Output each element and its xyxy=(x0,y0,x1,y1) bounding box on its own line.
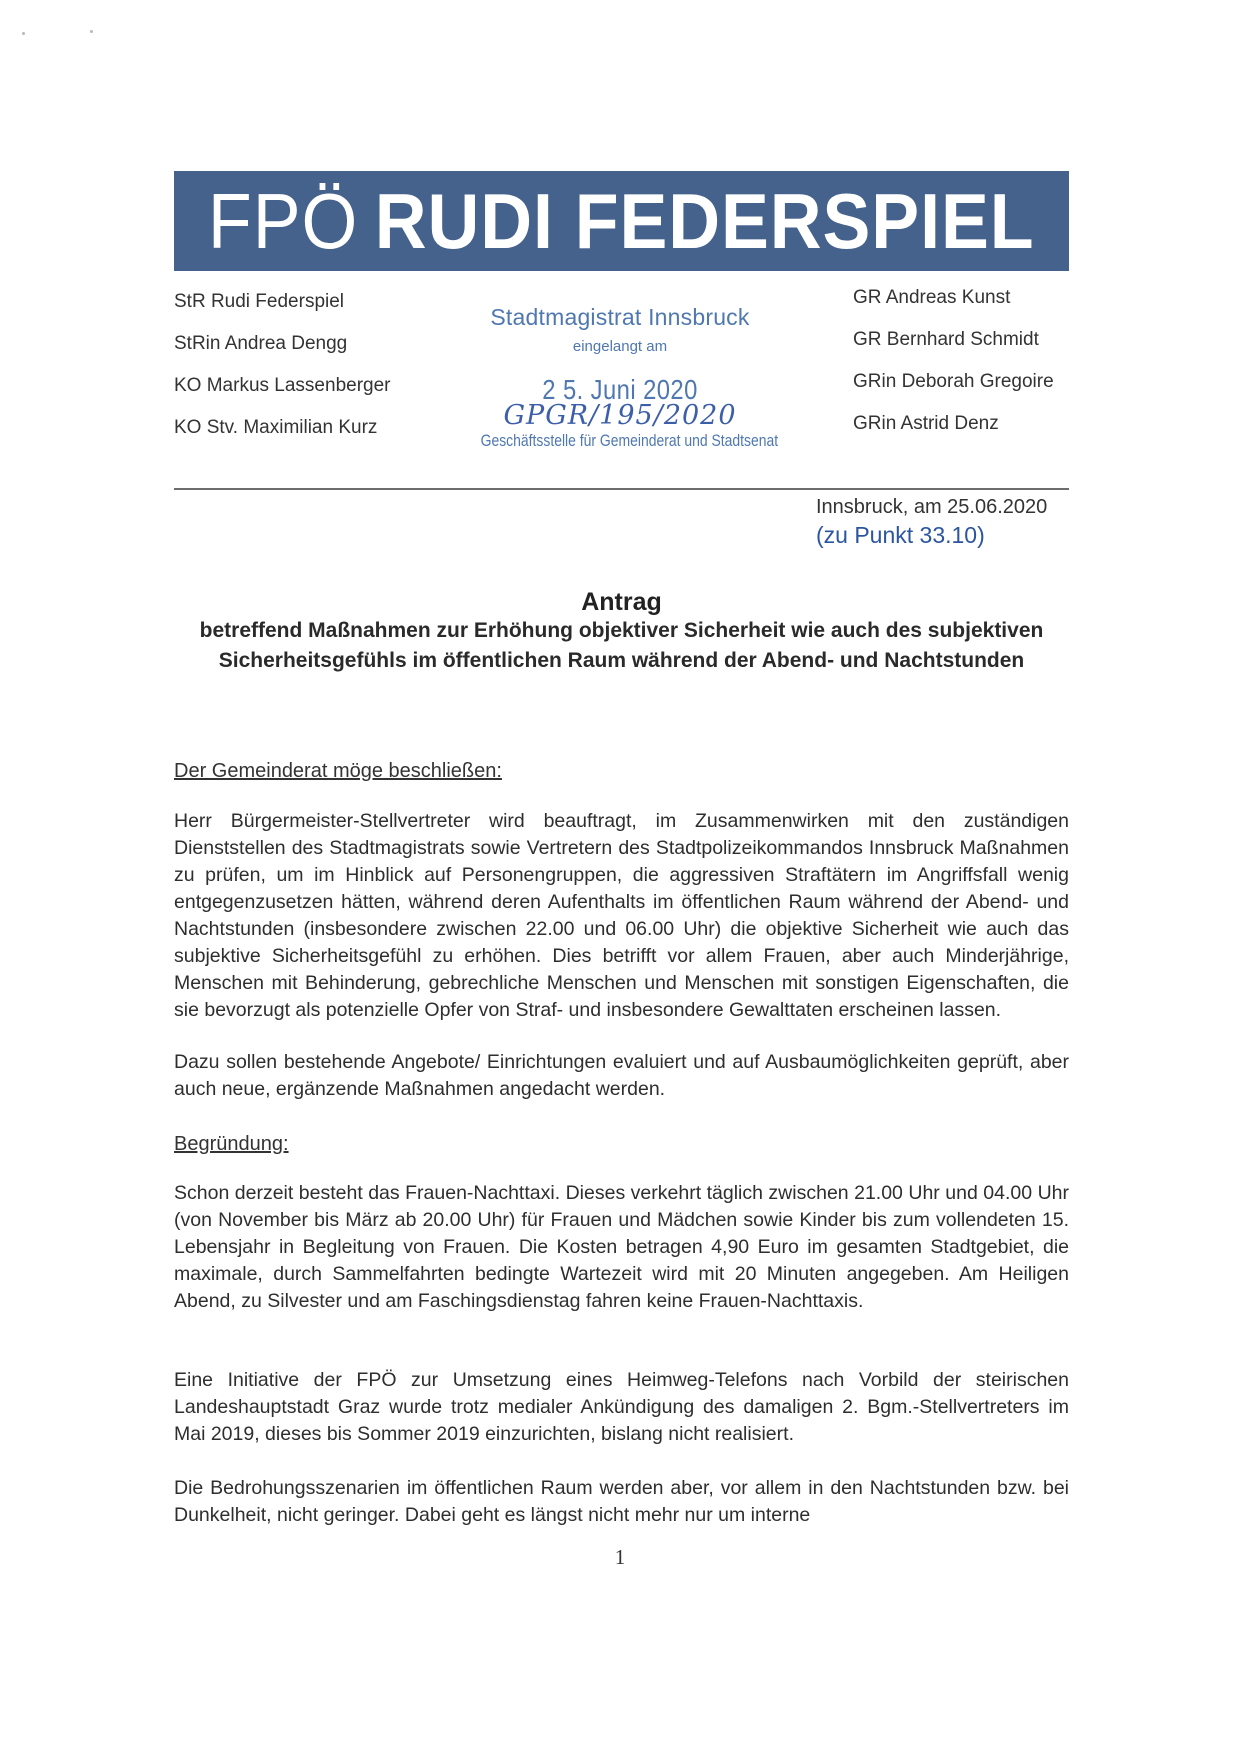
member-name: GR Andreas Kunst xyxy=(853,287,1011,308)
place-date: Innsbruck, am 25.06.2020 xyxy=(816,496,1048,518)
reason-paragraph-3: Die Bedrohungsszenarien im öffentlichen Raum werden aber, vor allem in den Nachtstunden bzw. bei Dunkelheit, nicht geringer. Dabei geht es längst nicht mehr nur um interne xyxy=(174,1477,1069,1526)
resolution-paragraph: Herr Bürgermeister-Stellvertreter wird beauftragt, im Zusammenwirken mit den zuständigen Dienststellen des Stadtmagistrats sowie Vertretern des Stadtpolizeikommandos Innsbruck Maßnahmen zu prüfen, um im Hinblick auf Personengruppen, die aggressiven Straftätern im Angriffsfall wenig entgegenzusetzen hätten, während deren Aufenthalts im öffentlichen Raum während der Abend- und Nachtstunden (insbesondere zwischen 22.00 und 06.00 Uhr) die objektive Sicherheit wie auch das subjektive Sicherheitsgefühl zu erhöhen. Dies betrifft vor allem Frauen, aber auch Minderjährige, Menschen mit Behinderung, gebrechliche Menschen und Menschen mit sonstigen Eigenschaften, die sie bevorzugt als potenzielle Opfer von Straf- und insbesondere Gewalttaten erscheinen lassen. xyxy=(174,810,1069,1021)
member-name: GR Bernhard Schmidt xyxy=(853,329,1039,350)
stamp-department: Geschäftsstelle für Gemeinderat und Stadtsenat xyxy=(480,431,779,450)
member-name: KO Markus Lassenberger xyxy=(174,375,391,396)
stamp-received-label: eingelangt am xyxy=(572,338,668,355)
members-left xyxy=(174,281,391,449)
letterhead-banner xyxy=(174,171,1069,271)
agenda-reference: (zu Punkt 33.10) xyxy=(816,522,985,548)
member-name: GRin Astrid Denz xyxy=(853,413,999,434)
member-name: StRin Andrea Dengg xyxy=(174,333,348,354)
resolution-paragraph-2: Dazu sollen bestehende Angebote/ Einrichtungen evaluiert und auf Ausbaumöglichkeiten geprüft, aber auch neue, ergänzende Maßnahmen angedacht werden. xyxy=(174,1051,1069,1100)
member-name: GRin Deborah Gregoire xyxy=(853,371,1054,392)
reason-paragraph: Schon derzeit besteht das Frauen-Nachttaxi. Dieses verkehrt täglich zwischen 21.00 Uhr und 04.00 Uhr (von November bis März ab 20.00 Uhr) für Frauen und Mädchen sowie Kinder bis zum vollendeten 15. Lebensjahr in Begleitung von Frauen. Die Kosten betragen 4,90 Euro im gesamten Stadtgebiet, die maximale, durch Sammelfahrten bedingte Wartezeit wird mit 20 Minuten angegeben. Am Heiligen Abend, zu Silvester und am Faschingsdienstag fahren keine Frauen-Nachttaxis. xyxy=(174,1182,1069,1312)
scan-specks xyxy=(22,30,102,40)
resolution-heading: Der Gemeinderat möge beschließen: xyxy=(174,760,502,782)
stamp-handwritten-reference: GPGR/195/2020 xyxy=(503,400,737,431)
banner-party: FPÖ xyxy=(208,177,359,265)
stamp-organization: Stadtmagistrat Innsbruck xyxy=(490,304,750,330)
page-number: 1 xyxy=(614,1545,626,1569)
document-title: Antrag xyxy=(581,588,662,616)
reason-paragraph-2: Eine Initiative der FPÖ zur Umsetzung eines Heimweg-Telefons nach Vorbild der steirischen Landeshauptstadt Graz wurde trotz medialer Ankündigung des damaligen 2. Bgm.-Stellvertreters im Mai 2019, dieses bis Sommer 2019 einzurichten, bislang nicht realisiert. xyxy=(174,1369,1069,1445)
member-name: StR Rudi Federspiel xyxy=(174,291,345,312)
reason-heading: Begründung: xyxy=(174,1133,289,1155)
banner-name: RUDI FEDERSPIEL xyxy=(375,177,1035,265)
stamp-date: 2 5. Juni 2020 xyxy=(542,374,698,405)
member-name: KO Stv. Maximilian Kurz xyxy=(174,417,378,438)
header-divider xyxy=(174,488,1069,490)
received-stamp xyxy=(470,300,779,460)
members-right xyxy=(853,277,1054,445)
document-subject: betreffend Maßnahmen zur Erhöhung objektiver Sicherheit wie auch des subjektiven Sicherheitsgefühls im öffentlichen Raum während der Abend- und Nachtstunden xyxy=(199,619,1044,672)
